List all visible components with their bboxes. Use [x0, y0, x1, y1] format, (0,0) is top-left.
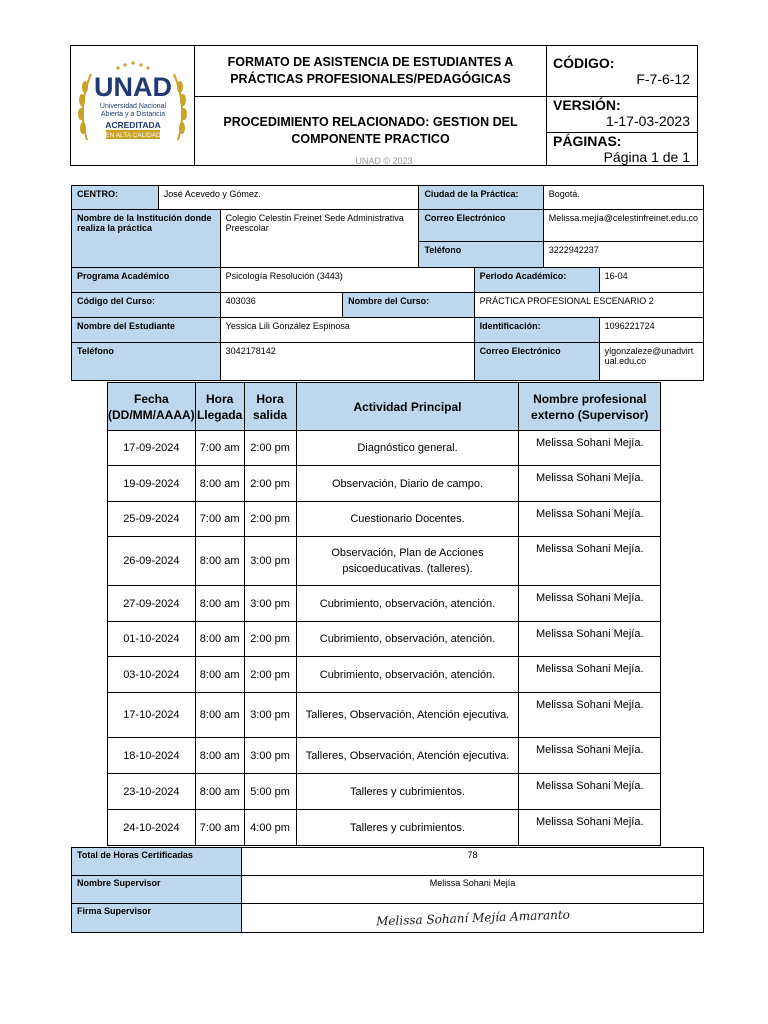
periodo-label: Periodo Académico: — [474, 268, 599, 293]
institucion-value: Colegio Celestin Freinet Sede Administrativa Preescolar — [220, 210, 419, 268]
actividad-cell: Cubrimiento, observación, atención. — [296, 586, 519, 622]
salida-cell: 3:00 pm — [244, 693, 296, 738]
codigo-curso-value: 403036 — [220, 293, 342, 318]
table-row — [108, 774, 661, 810]
llegada-cell: 7:00 am — [195, 431, 244, 466]
llegada-cell: 8:00 am — [195, 466, 244, 502]
centro-value: José Acevedo y Gómez. — [158, 186, 419, 210]
supervisor-cell: Melissa Sohani Mejía. — [519, 693, 661, 738]
supervisor-cell: Melissa Sohani Mejía. — [519, 622, 661, 657]
signature — [373, 904, 573, 930]
llegada-cell: 8:00 am — [195, 738, 244, 774]
llegada-cell: 8:00 am — [195, 657, 244, 693]
llegada-cell: 7:00 am — [195, 810, 244, 846]
telefono-est-value: 3042178142 — [220, 343, 474, 381]
logo-badge-sub: EN ALTA CALIDAD — [105, 132, 161, 139]
correo-est-value: ylgonzaleze@unadvirtual.edu.co — [599, 343, 703, 381]
actividad-cell: Cuestionario Docentes. — [296, 502, 519, 537]
logo-line1: Universidad Nacional — [99, 103, 167, 110]
salida-cell: 2:00 pm — [244, 502, 296, 537]
nombre-curso-value: PRÁCTICA PROFESIONAL ESCENARIO 2 — [474, 293, 703, 318]
procedure-title: PROCEDIMIENTO RELACIONADO: GESTION DEL COMPONENTE PRACTICO — [195, 97, 547, 166]
supervisor-label: Nombre Supervisor — [72, 876, 242, 904]
actividad-cell: Observación, Diario de campo. — [296, 466, 519, 502]
col-fecha: Fecha (DD/MM/AAAA) — [108, 383, 196, 431]
programa-value: Psicología Resolución (3443) — [220, 268, 474, 293]
llegada-cell: 7:00 am — [195, 502, 244, 537]
llegada-cell: 8:00 am — [195, 586, 244, 622]
supervisor-cell: Melissa Sohani Mejía. — [519, 502, 661, 537]
salida-cell: 5:00 pm — [244, 774, 296, 810]
table-row — [108, 657, 661, 693]
salida-cell: 2:00 pm — [244, 657, 296, 693]
col-actividad: Actividad Principal — [296, 383, 519, 431]
table-row — [108, 693, 661, 738]
code-label: CÓDIGO: — [553, 55, 615, 71]
version-value: 1-17-03-2023 — [605, 113, 690, 129]
supervisor-cell: Melissa Sohani Mejía. — [519, 537, 661, 586]
llegada-cell: 8:00 am — [195, 774, 244, 810]
estudiante-label: Nombre del Estudiante — [72, 318, 221, 343]
supervisor-cell: Melissa Sohani Mejía. — [519, 657, 661, 693]
supervisor-cell: Melissa Sohani Mejía. — [519, 586, 661, 622]
form-title: FORMATO DE ASISTENCIA DE ESTUDIANTES A PRÁCTICAS PROFESIONALES/PEDAGÓGICAS — [195, 46, 547, 97]
fecha-cell: 26-09-2024 — [108, 537, 196, 586]
supervisor-value: Melissa Sohani Mejía — [242, 876, 704, 904]
salida-cell: 2:00 pm — [244, 431, 296, 466]
salida-cell: 3:00 pm — [244, 537, 296, 586]
actividad-cell: Talleres y cubrimientos. — [296, 774, 519, 810]
col-supervisor: Nombre profesional externo (Supervisor) — [519, 383, 661, 431]
centro-label: CENTRO: — [72, 186, 159, 210]
actividad-cell: Cubrimiento, observación, atención. — [296, 622, 519, 657]
identificacion-label: Identificación: — [474, 318, 599, 343]
telefono-inst-label: Teléfono — [419, 242, 543, 268]
supervisor-cell: Melissa Sohani Mejía. — [519, 774, 661, 810]
horas-value: 78 — [242, 848, 704, 876]
table-row — [108, 810, 661, 846]
identificacion-value: 1096221724 — [599, 318, 703, 343]
supervisor-cell: Melissa Sohani Mejía. — [519, 431, 661, 466]
fecha-cell: 24-10-2024 — [108, 810, 196, 846]
col-llegada: Hora Llegada — [195, 383, 244, 431]
code-cell — [547, 46, 698, 97]
unad-logo — [71, 48, 194, 158]
activities-table — [107, 382, 661, 846]
supervisor-cell: Melissa Sohani Mejía. — [519, 810, 661, 846]
firma-label: Firma Supervisor — [72, 904, 242, 933]
col-salida: Hora salida — [244, 383, 296, 431]
fecha-cell: 17-10-2024 — [108, 693, 196, 738]
actividad-cell: Talleres, Observación, Atención ejecutiva. — [296, 738, 519, 774]
fecha-cell: 18-10-2024 — [108, 738, 196, 774]
fecha-cell: 01-10-2024 — [108, 622, 196, 657]
table-row — [108, 466, 661, 502]
table-row — [108, 502, 661, 537]
code-value: F-7-6-12 — [636, 71, 690, 87]
telefono-est-label: Teléfono — [72, 343, 221, 381]
logo-line2: Abierta y a Distancia — [100, 111, 166, 118]
logo-cell — [71, 46, 195, 166]
llegada-cell: 8:00 am — [195, 622, 244, 657]
fecha-cell: 27-09-2024 — [108, 586, 196, 622]
programa-label: Programa Académico — [72, 268, 221, 293]
fecha-cell: 17-09-2024 — [108, 431, 196, 466]
pages-label: PÁGINAS: — [553, 133, 622, 149]
firma-cell — [242, 904, 704, 933]
logo-wordmark: UNAD — [94, 72, 172, 102]
salida-cell: 4:00 pm — [244, 810, 296, 846]
document-header — [70, 45, 698, 166]
supervisor-cell: Melissa Sohani Mejía. — [519, 738, 661, 774]
salida-cell: 2:00 pm — [244, 622, 296, 657]
pages-value: Página 1 de 1 — [603, 149, 690, 165]
actividad-cell: Diagnóstico general. — [296, 431, 519, 466]
signature-text: Melissa Sohaní Mejía Amaranto — [375, 907, 570, 929]
institucion-label: Nombre de la Institución donde realiza la práctica — [72, 210, 221, 268]
table-row — [108, 622, 661, 657]
table-row — [108, 431, 661, 466]
estudiante-value: Yessica Lili González Espinosa — [220, 318, 474, 343]
table-row — [108, 738, 661, 774]
codigo-curso-label: Código del Curso: — [72, 293, 221, 318]
fecha-cell: 25-09-2024 — [108, 502, 196, 537]
table-row — [108, 586, 661, 622]
periodo-value: 16-04 — [599, 268, 703, 293]
correo-est-label: Correo Electrónico — [474, 343, 599, 381]
telefono-inst-value: 3222942237 — [543, 242, 703, 268]
supervisor-cell: Melissa Sohani Mejía. — [519, 466, 661, 502]
horas-label: Total de Horas Certificadas — [72, 848, 242, 876]
llegada-cell: 8:00 am — [195, 537, 244, 586]
actividad-cell: Observación, Plan de Acciones psicoeducativas. (talleres). — [296, 537, 519, 586]
correo-inst-label: Correo Electrónico — [419, 210, 543, 242]
copyright: UNAD © 2023 — [355, 156, 413, 166]
fecha-cell: 23-10-2024 — [108, 774, 196, 810]
version-label: VERSIÓN: — [553, 97, 621, 113]
salida-cell: 3:00 pm — [244, 738, 296, 774]
student-info-table — [71, 185, 704, 381]
fecha-cell: 19-09-2024 — [108, 466, 196, 502]
actividad-cell: Cubrimiento, observación, atención. — [296, 657, 519, 693]
table-row — [108, 537, 661, 586]
salida-cell: 2:00 pm — [244, 466, 296, 502]
ciudad-value: Bogotá. — [543, 186, 703, 210]
totals-table — [71, 847, 704, 933]
activities-header-row — [108, 383, 661, 431]
llegada-cell: 8:00 am — [195, 693, 244, 738]
fecha-cell: 03-10-2024 — [108, 657, 196, 693]
correo-inst-value: Melissa.mejía@celestinfreinet.edu.co — [543, 210, 703, 242]
ciudad-label: Ciudad de la Práctica: — [419, 186, 543, 210]
nombre-curso-label: Nombre del Curso: — [343, 293, 474, 318]
logo-badge: ACREDITADA — [105, 120, 161, 130]
actividad-cell: Talleres y cubrimientos. — [296, 810, 519, 846]
actividad-cell: Talleres, Observación, Atención ejecutiva. — [296, 693, 519, 738]
salida-cell: 3:00 pm — [244, 586, 296, 622]
